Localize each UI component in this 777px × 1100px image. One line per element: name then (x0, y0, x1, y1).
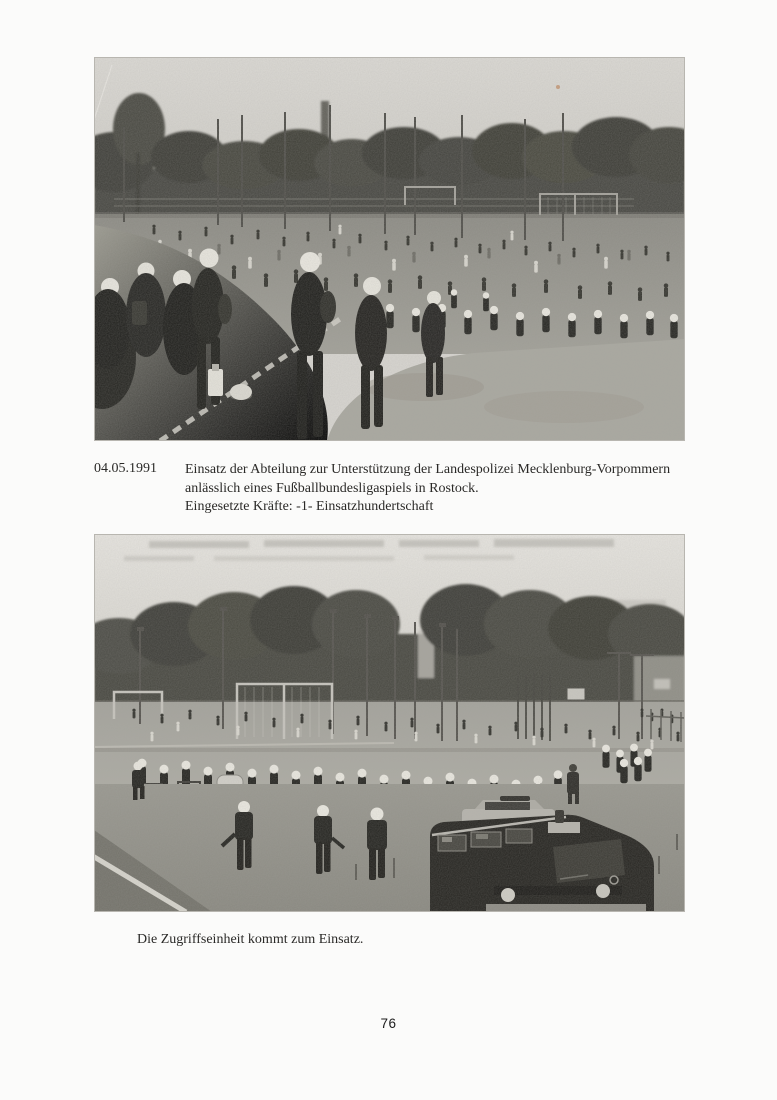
entry-caption-line-1: Einsatz der Abteilung zur Unterstützung der Landespolizei Mecklenburg-Vorpommern (185, 462, 671, 477)
entry-caption-line-2: anlässlich eines Fußballbundesligaspiels in Rostock. (185, 480, 479, 496)
photo-1-artwork (94, 57, 685, 441)
photo-police-line-vehicles (94, 534, 685, 912)
entry-caption (185, 461, 690, 517)
entry-date: 04.05.1991 (94, 461, 157, 476)
entry-caption-line-3: Eingesetzte Kräfte: -1- Einsatzhundertschaft (185, 499, 434, 514)
page-number: 76 (380, 1016, 397, 1031)
photo-2-artwork (94, 534, 685, 912)
photo-police-crowd-field (94, 57, 685, 441)
photo-2-caption: Die Zugriffseinheit kommt zum Einsatz. (137, 932, 364, 947)
